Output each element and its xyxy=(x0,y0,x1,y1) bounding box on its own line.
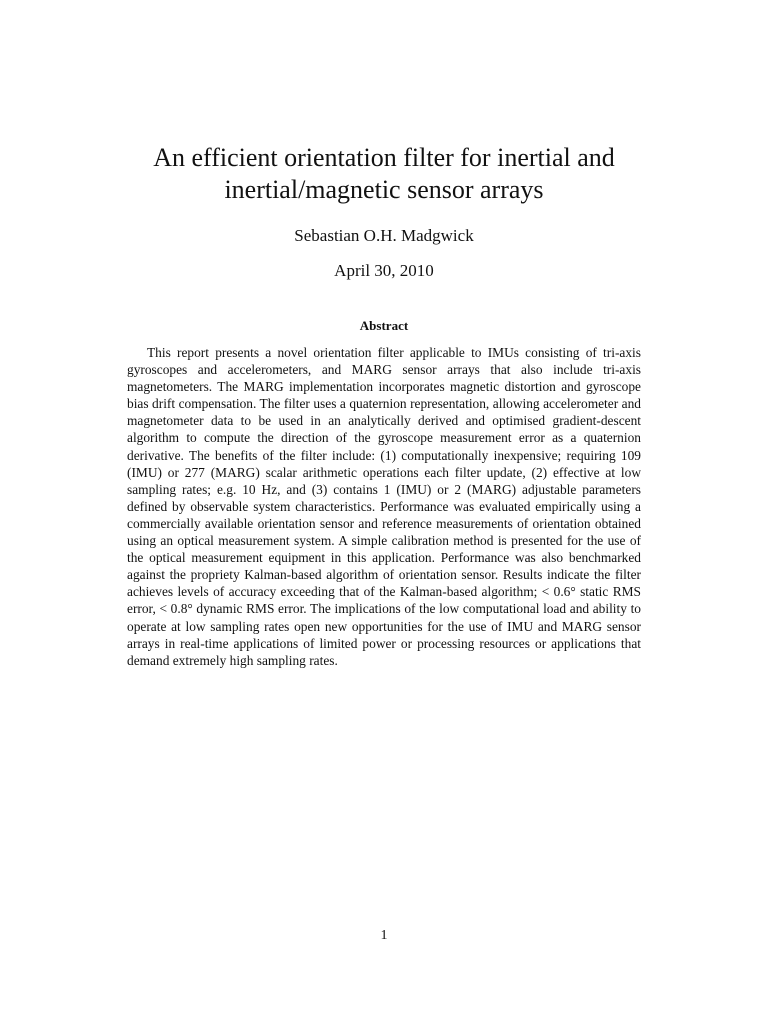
abstract-heading: Abstract xyxy=(359,318,409,333)
abstract-body: This report presents a novel orientation filter applicable to IMUs consisting of tri-axis gyroscopes and accelerometers, and MARG sensor arrays that also include tri-axis magnetometers. The MARG implementation incorporates magnetic distortion and gyroscope bias drift compensation. The filter uses a quaternion representation, allowing accelerometer and magnetometer data to be used in an analytically derived and optimised gradient-descent algorithm to compute the direction of the gyroscope measurement error as a quaternion derivative. The benefits of the filter include: (1) computationally inexpensive; requiring 109 (IMU) or 277 (MARG) scalar arithmetic operations each filter update, (2) effective at low sampling rates; e.g. 10 Hz, and (3) contains 1 (IMU) or 2 (MARG) adjustable parameters defined by observable system characteristics. Performance was evaluated empirically using a commercially available orientation sensor and reference measurements of orientation obtained using an optical measurement system. A simple calibration method is presented for the use of the optical measurement equipment in this application. Performance was also benchmarked against the propriety Kalman-based algorithm of orientation sensor. Results indicate the filter achieves levels of accuracy exceeding that of the Kalman-based algorithm; < 0.6° static RMS error, < 0.8° dynamic RMS error. The implications of the low computational load and ability to operate at low sampling rates open new opportunities for the use of IMU and MARG sensor arrays in real-time applications of limited power or processing resources or applications that demand extremely high sampling rates. xyxy=(127,345,641,668)
paper-author: Sebastian O.H. Madgwick xyxy=(294,226,474,245)
paper-title xyxy=(0,142,768,206)
paper-title-line-1: An efficient orientation filter for inertial and xyxy=(153,143,615,172)
paper-title-line-2: inertial/magnetic sensor arrays xyxy=(224,175,544,204)
paper-date: April 30, 2010 xyxy=(334,261,434,280)
page-number: 1 xyxy=(380,928,388,943)
